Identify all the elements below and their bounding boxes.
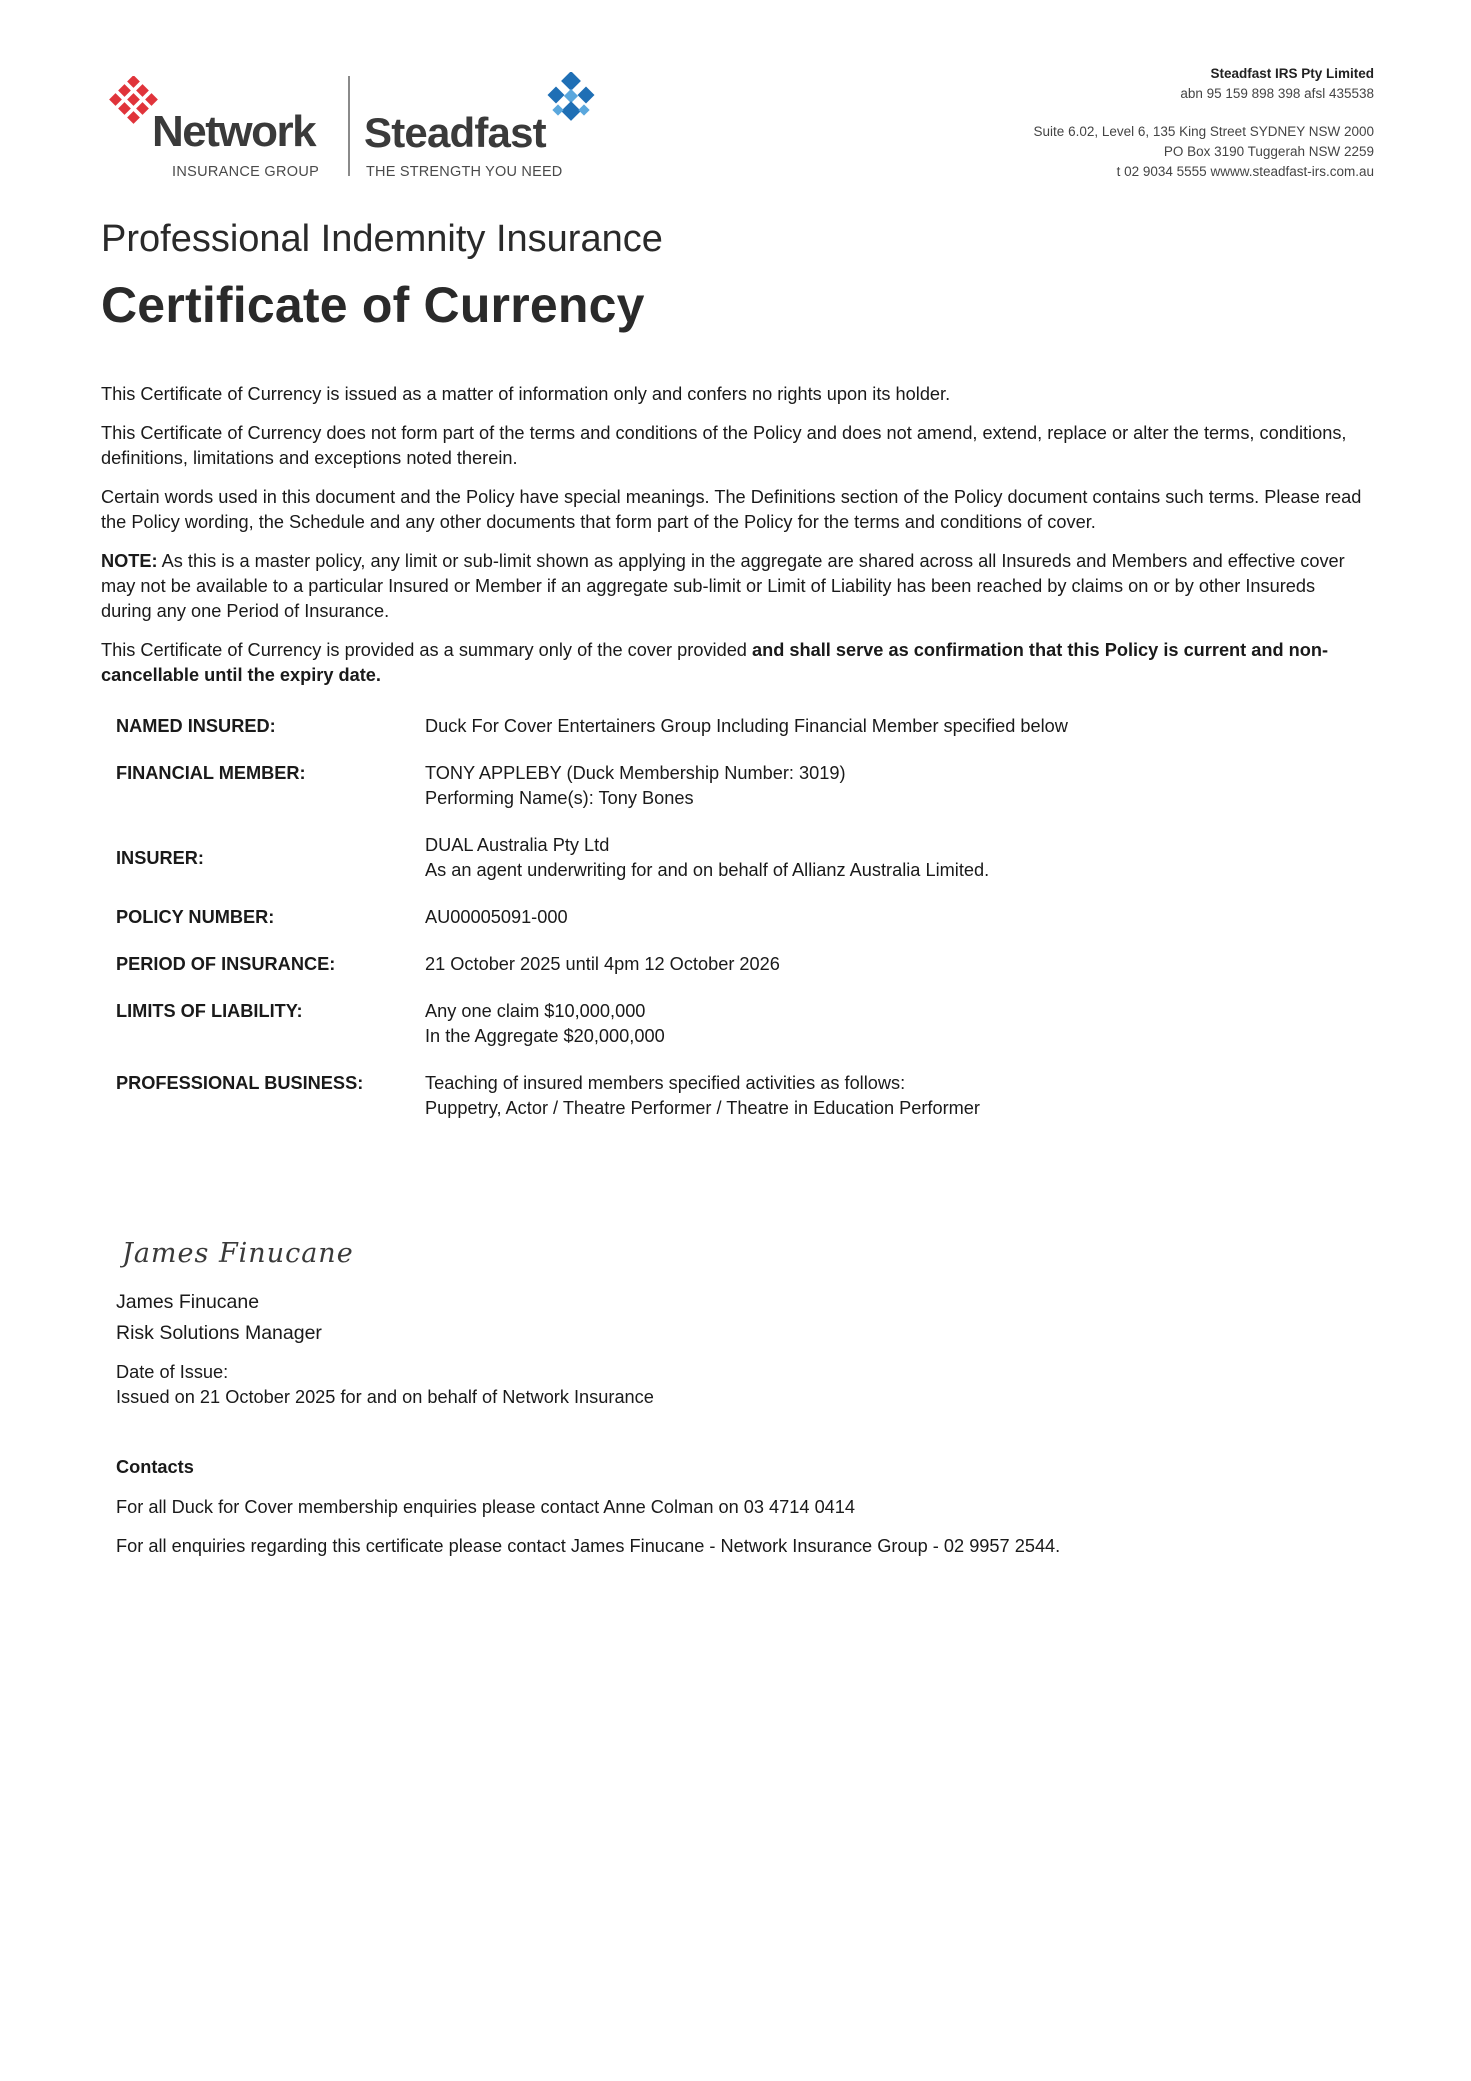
financial-member-performing-name: Performing Name(s): Tony Bones (425, 788, 694, 808)
issue-info (116, 1360, 654, 1410)
paragraph-info-only: This Certificate of Currency is issued as a matter of information only and confers no rights upon its holder. (101, 384, 951, 404)
detail-row-professional-business (116, 1071, 1316, 1121)
paragraph-not-part-of-terms: This Certificate of Currency does not form part of the terms and conditions of the Policy and does not amend, extend, replace or alter the terms, conditions, definitions, limitations and exceptions noted therein. (101, 423, 1347, 468)
signatory (116, 1287, 322, 1349)
detail-row-named-insured (116, 714, 1316, 739)
issue-text: Issued on 21 October 2025 for and on behalf of Network Insurance (116, 1387, 654, 1407)
detail-value (425, 999, 1316, 1049)
steadfast-logo-icon (544, 72, 600, 128)
contacts-section (116, 1455, 1116, 1573)
limit-any-one-claim: Any one claim $10,000,000 (425, 1001, 646, 1021)
detail-row-limits (116, 999, 1316, 1049)
company-name: Steadfast IRS Pty Limited (1210, 66, 1374, 81)
company-info (1034, 64, 1374, 182)
note-text: As this is a master policy, any limit or sub-limit shown as applying in the aggregate are shared across all Insureds and Members and effective cover may not be available to a particular Insured or Member if an aggregate sub-limit or Limit of Liability has been reached by claims on or by other Insureds during any one Period of Insurance. (101, 551, 1345, 621)
signature-text: James Finucane (122, 1238, 354, 1269)
detail-label: POLICY NUMBER: (116, 907, 275, 927)
network-logo-tagline: INSURANCE GROUP (172, 164, 320, 180)
detail-value (425, 761, 1316, 811)
detail-value: 21 October 2025 until 4pm 12 October 2026 (425, 954, 780, 974)
detail-value (425, 833, 1316, 883)
paragraph-summary (101, 638, 1369, 688)
steadfast-logo-word: Steadfast (364, 109, 546, 156)
company-contact: t 02 9034 5555 wwww.steadfast-irs.com.au (1116, 164, 1374, 179)
detail-label: NAMED INSURED: (116, 716, 276, 736)
limit-aggregate: In the Aggregate $20,000,000 (425, 1026, 665, 1046)
summary-text: This Certificate of Currency is provided as a summary only of the cover provided (101, 640, 752, 660)
logo-divider (348, 76, 350, 176)
company-abn: abn 95 159 898 398 afsl 435538 (1180, 86, 1374, 101)
detail-value (425, 1071, 1316, 1121)
summary-bold-text: and shall serve as confirmation that this Policy is current and non-cancellable until the expiry date. (101, 640, 1329, 685)
detail-value: Duck For Cover Entertainers Group Including Financial Member specified below (425, 716, 1068, 736)
detail-label: PERIOD OF INSURANCE: (116, 954, 336, 974)
business-intro: Teaching of insured members specified activities as follows: (425, 1073, 906, 1093)
detail-row-policy-number (116, 905, 1316, 930)
intro-paragraphs (101, 382, 1369, 702)
detail-label: PROFESSIONAL BUSINESS: (116, 1073, 364, 1093)
detail-value: AU00005091-000 (425, 907, 568, 927)
contact-membership-enquiries: For all Duck for Cover membership enquiries please contact Anne Colman on 03 4714 0414 (116, 1497, 856, 1517)
signatory-name: James Finucane (116, 1291, 260, 1313)
company-address-line2: PO Box 3190 Tuggerah NSW 2259 (1163, 144, 1374, 159)
signature-image (120, 1228, 380, 1274)
network-logo-word: Network (152, 107, 316, 156)
contacts-heading: Contacts (116, 1457, 194, 1477)
detail-label: INSURER: (116, 847, 204, 868)
issue-label: Date of Issue: (116, 1362, 229, 1382)
paragraph-special-meanings: Certain words used in this document and the Policy have special meanings. The Definitions section of the Policy document contains such terms. Please read the Policy wording, the Schedule and any other documents that form part of the Policy for the terms and conditions of cover. (101, 487, 1362, 532)
policy-details (116, 714, 1316, 1143)
insurer-name: DUAL Australia Pty Ltd (425, 835, 610, 855)
detail-row-financial-member (116, 761, 1316, 811)
detail-label: FINANCIAL MEMBER: (116, 763, 306, 783)
paragraph-note (101, 549, 1369, 624)
contact-certificate-enquiries: For all enquiries regarding this certificate please contact James Finucane - Network Insurance Group - 02 9957 2544. (116, 1536, 1061, 1556)
detail-row-period (116, 952, 1316, 977)
steadfast-logo-tagline: THE STRENGTH YOU NEED (366, 164, 563, 180)
signatory-role: Risk Solutions Manager (116, 1322, 322, 1344)
note-label: NOTE: (101, 551, 158, 571)
company-address-line1: Suite 6.02, Level 6, 135 King Street SYDNEY NSW 2000 (1033, 124, 1374, 139)
detail-label: LIMITS OF LIABILITY: (116, 1001, 303, 1021)
document-subtitle: Professional Indemnity Insurance (101, 218, 663, 260)
detail-row-insurer (116, 833, 1316, 883)
insurer-agent-note: As an agent underwriting for and on behalf of Allianz Australia Limited. (425, 860, 990, 880)
document-title: Certificate of Currency (101, 277, 645, 333)
financial-member-name: TONY APPLEBY (Duck Membership Number: 3019) (425, 763, 846, 783)
header-logos (106, 68, 606, 188)
business-activities: Puppetry, Actor / Theatre Performer / Theatre in Education Performer (425, 1098, 980, 1118)
